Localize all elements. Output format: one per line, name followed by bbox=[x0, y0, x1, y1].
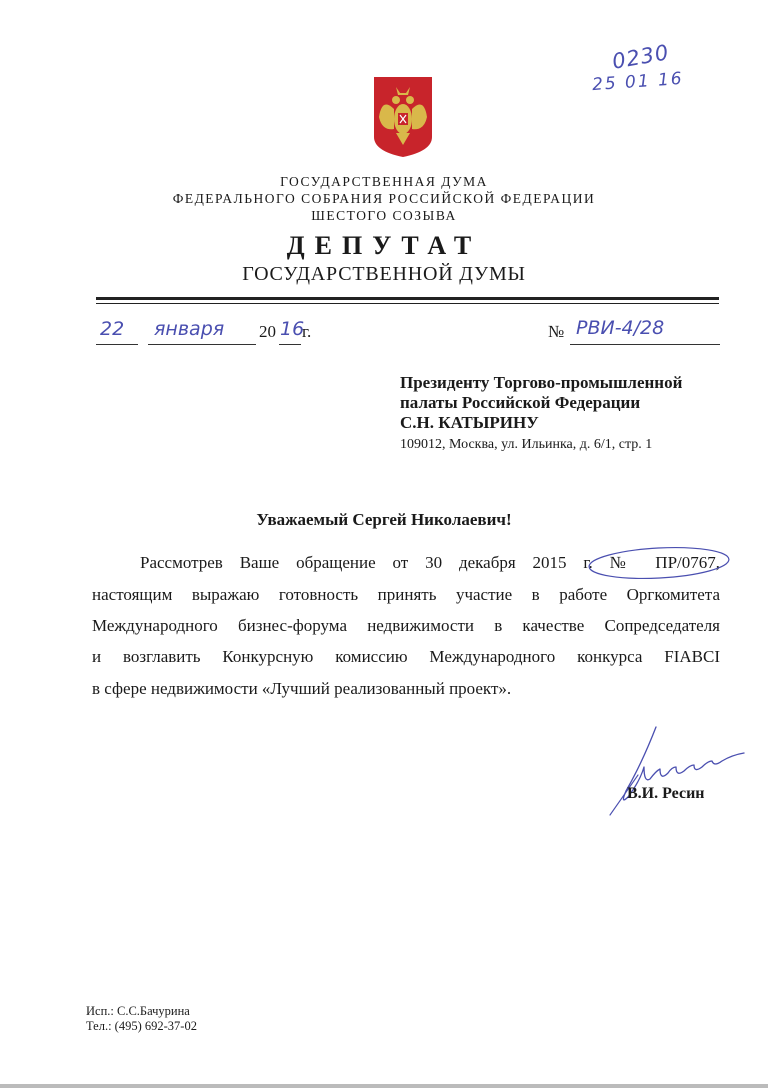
addressee-name: С.Н. КАТЫРИНУ bbox=[400, 413, 539, 432]
page-subtitle: ГОСУДАРСТВЕННОЙ ДУМЫ bbox=[242, 263, 526, 285]
header-rule-thin bbox=[96, 303, 719, 304]
org-line-1: ГОСУДАРСТВЕННАЯ ДУМА bbox=[280, 174, 488, 189]
body-line-3: Международного бизнес-форума недвижимости в качестве Сопредседателя bbox=[92, 616, 720, 635]
date-month: января bbox=[154, 318, 225, 340]
signer-name: В.И. Ресин bbox=[627, 785, 705, 802]
addressee-line-1: Президенту Торгово-промышленной bbox=[400, 373, 683, 392]
coat-of-arms-icon bbox=[372, 75, 434, 159]
number-label: № bbox=[548, 322, 565, 341]
phone: Тел.: (495) 692-37-02 bbox=[86, 1019, 197, 1033]
body-line-5: в сфере недвижимости «Лучший реализованный проект». bbox=[92, 679, 512, 698]
page-title: ДЕПУТАТ bbox=[286, 231, 482, 260]
page-bottom-edge bbox=[0, 1084, 768, 1088]
addressee-line-2: палаты Российской Федерации bbox=[400, 393, 641, 412]
date-day: 22 bbox=[100, 318, 125, 340]
salutation: Уважаемый Сергей Николаевич! bbox=[256, 510, 512, 529]
org-line-2: ФЕДЕРАЛЬНОГО СОБРАНИЯ РОССИЙСКОЙ ФЕДЕРАЦИИ bbox=[172, 191, 596, 206]
date-year-unit: г. bbox=[302, 322, 312, 341]
body-line-4: и возглавить Конкурсную комиссию Международного конкурса FIABCI bbox=[92, 647, 720, 666]
registration-date: 25 01 16 bbox=[591, 68, 685, 96]
signature-icon bbox=[598, 725, 748, 820]
date-year-suffix: 16 bbox=[280, 318, 305, 340]
registration-number: 0230 bbox=[610, 40, 672, 74]
org-line-3: ШЕСТОГО СОЗЫВА bbox=[311, 208, 457, 223]
highlight-ellipse bbox=[586, 545, 732, 581]
executor: Исп.: С.С.Бачурина bbox=[86, 1004, 190, 1018]
body-line-2: настоящим выражаю готовность принять участие в работе Оргкомитета bbox=[92, 585, 720, 604]
body-line-1: Рассмотрев Ваше обращение от 30 декабря 2015 г. № ПР/0767, bbox=[140, 553, 720, 572]
addressee-address: 109012, Москва, ул. Ильинка, д. 6/1, стр. 1 bbox=[400, 437, 653, 452]
date-year-prefix: 20 bbox=[259, 322, 276, 341]
number-value: РВИ-4/28 bbox=[576, 317, 665, 339]
date-line bbox=[96, 318, 336, 348]
header-rule-thick bbox=[96, 297, 719, 300]
document-number bbox=[548, 317, 720, 348]
